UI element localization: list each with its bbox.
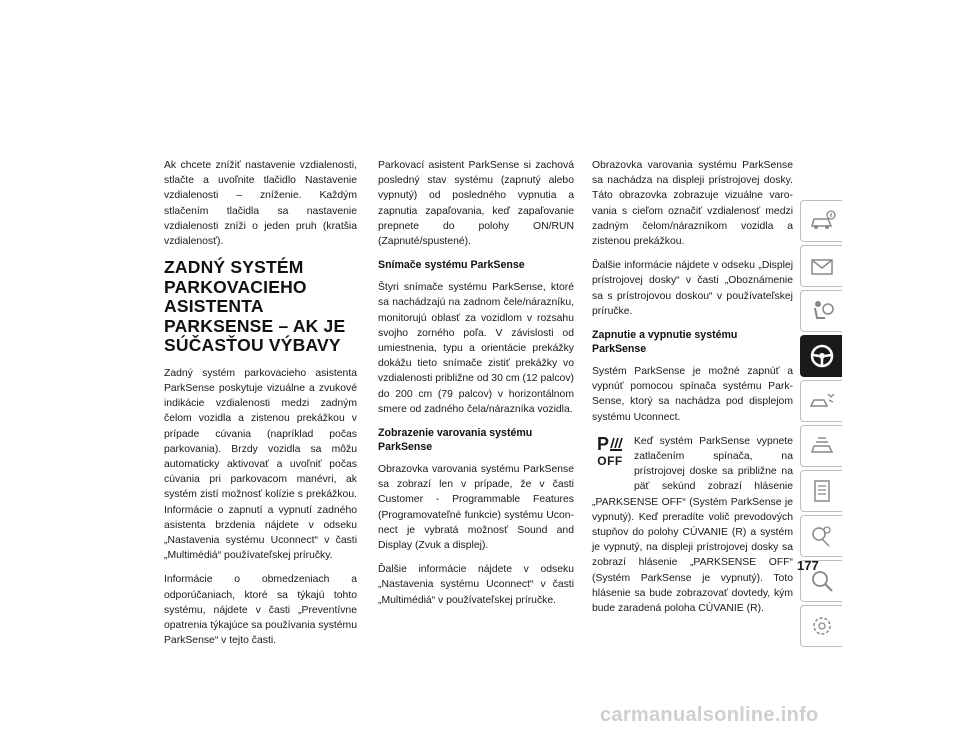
envelope-warning-icon (807, 251, 837, 281)
column-1 (164, 158, 357, 657)
car-service-icon (807, 431, 837, 461)
page-number: 177 (797, 558, 819, 573)
car-info-icon (807, 206, 837, 236)
car-crash-icon (807, 386, 837, 416)
tab-warnings[interactable] (800, 245, 842, 287)
sensor-waves-icon (609, 436, 623, 452)
paragraph-sensors: Štyri snímače systému ParkSense, ktoré sa nachádzajú na zadnom čele/nárazníku, monitorujú oblasť za vozidlom v rozsahu svojho zorného poľa. V závislosti od umiestnenia, typu a orientácie prekážky dokážu tieto snímače zistiť prekážky vo vzdialenosti približne od 30 cm (12 palcov) do 200 cm (79 palcov) v horizontálnom smere od zadného čela/nárazníka vozidla. (378, 282, 574, 415)
steering-wheel-icon (807, 341, 837, 371)
tab-driving[interactable] (800, 335, 842, 377)
parksense-p-letter: P (596, 433, 609, 454)
paragraph-parksense-off: Keď systém ParkSense vypnete zatlačením spínača, na prístrojovej doske sa približne na päť sekúnd zobrazí hlásenie „PARKSENSE OFF“ (Systém ParkSense je vypnutý). Keď preradíte volič prevodových stupňov do polohy CÚVANIE (R) a systém je vypnutý, na displeji prístrojovej dosky sa zobrazí hlásenie „PARKSENSE OFF“ (Systém ParkSense je vypnutý). Toto hlásenie sa bude zobrazovať dovtedy, kým bude zaradená poloha CÚVANIE (R). (592, 435, 793, 615)
paragraph-warning-screen: Obrazovka varovania systému ParkSense sa nachádza na displeji prístrojovej dosky. Táto obrazovka zobrazuje vizuálne varovania s cieľom označiť vzdialenosť medzi zadným čelom/nárazníkom vozidla a zistenou prekážkou. (592, 160, 793, 248)
watermark: carmanualsonline.info (600, 704, 819, 726)
section-heading-parksense: ZADNÝ SYSTÉM PARKOVACIEHO ASISTENTA PARKSENSE – AK JE SÚČASŤOU VÝBAVY (164, 257, 346, 356)
language-gear-icon (807, 611, 837, 641)
tab-language[interactable] (800, 605, 842, 647)
tab-car-info[interactable] (800, 200, 842, 242)
subheading-sensors: Snímače systému ParkSense (378, 259, 525, 272)
chapter-tabs (800, 200, 842, 650)
column-3 (592, 158, 793, 625)
paragraph-cluster-display: Ďalšie informácie nájdete v odseku „Displej prístrojovej dosky“ v časti „Oboznámenie sa s prístrojovou doskou“ v používateľskej príručke. (592, 260, 793, 317)
parksense-off-block (592, 434, 793, 616)
tab-safety[interactable] (800, 290, 842, 332)
parksense-off-icon (592, 434, 628, 480)
column-2 (378, 158, 574, 617)
subheading-on-off: Zapnutie a vypnutie systému ParkSense (592, 329, 738, 356)
paragraph-warning-display: Obrazovka varovania systému ParkSense sa zobrazí len v prípade, že v časti Customer - Programmable Features (Programovateľné funkcie) systému Uconnect je vybratá možnosť Sound and Display (Zvuk a displej). (378, 464, 574, 552)
parksense-off-label: OFF (597, 453, 623, 468)
tab-customer-assistance[interactable] (800, 515, 842, 557)
map-pin-icon (807, 521, 837, 551)
paragraph-uconnect-settings: Ďalšie informácie nájdete v odseku „Nastavenia systému Uconnect“ v časti „Multimédiá“ v používateľskej príručke. (378, 564, 574, 606)
tab-service[interactable] (800, 425, 842, 467)
airbag-seat-icon (807, 296, 837, 326)
paragraph-distance-reduce: Ak chcete znížiť nastavenie vzdialenosti, stlačte a uvoľnite tlačidlo Nastavenie vzdialenosti – zníženie. Každým stlačením tlačidla sa nastavenie vzdialenosti zníži o jeden pruh (kratšia vzdialenosť). (164, 160, 357, 248)
tab-specifications[interactable] (800, 470, 842, 512)
tab-emergency[interactable] (800, 380, 842, 422)
paragraph-switch: Systém ParkSense je možné zapnúť a vypnúť pomocou spínača systému ParkSense, ktorý sa nachádza pod displejom systému Uconnect. (592, 366, 793, 423)
checklist-icon (807, 476, 837, 506)
paragraph-parksense-intro: Zadný systém parkovacieho asistenta ParkSense poskytuje vizuálne a zvukové indikácie vzdialenosti medzi zadným čelom vozidla a zistenou prekážkou v prípade cúvania (napríklad počas parkovania). Brzdy vozidla sa môžu automaticky aktivovať a uvoľniť počas cúvania pri parkovacom manévri, ak systém zistí možnosť kolízie s prekážkou. Informácie o zapnutí a vypnutí zadného asistenta brzdenia nájdete v odseku „Nastavenia systému Uconnect“ v časti „Multimédiá“ používateľskej príručky. (164, 367, 357, 562)
paragraph-last-state: Parkovací asistent ParkSense si zachová posledný stav systému (zapnutý alebo vypnutý) od posledného vypnutia a zapnutia zapaľovania, keď zapaľovanie prepnete do polohy ON/RUN (Zapnuté/spustené). (378, 160, 574, 248)
subheading-warning-display: Zobrazenie varovania systému ParkSense (378, 427, 533, 454)
paragraph-limitations: Informácie o obmedzeniach a odporúčaniach, ktoré sa týkajú tohto systému, nájdete v časti „Preventívne opatrenia týkajúce sa používania systému ParkSense“ v tejto časti. (164, 574, 357, 647)
